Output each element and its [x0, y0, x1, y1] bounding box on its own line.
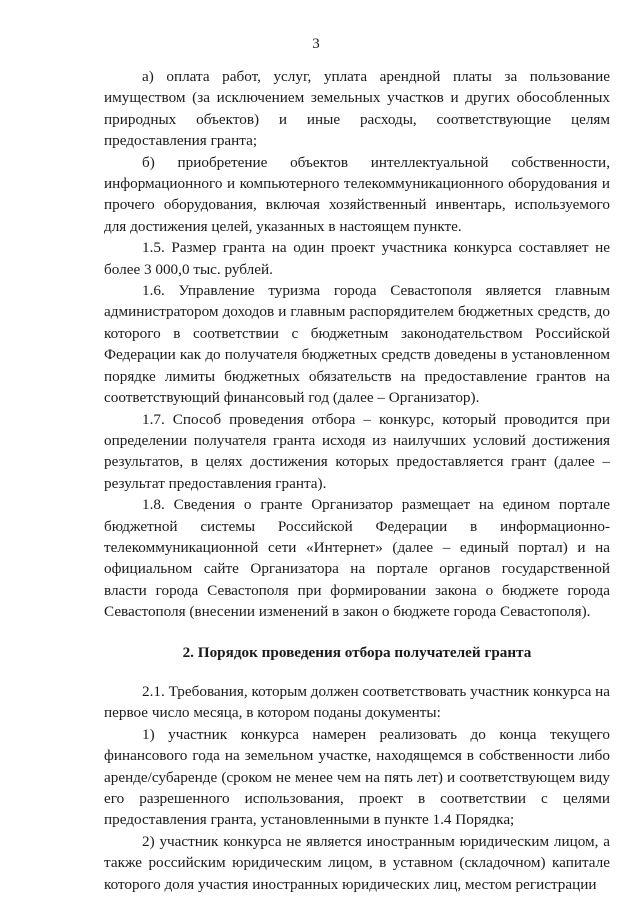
paragraph-2-1-2: 2) участник конкурса не является иностранным юридическим лицом, а также российским юридическим лицом, в уставном (складочном) капитале которого доля участия иностранных юридических лиц, местом регистрации [104, 832, 610, 893]
paragraph-1-8: 1.8. Сведения о гранте Организатор размещает на едином портале бюджетной системы Российской Федерации в информационно-телекоммуникационной сети «Интернет» (далее – единый портал) и на официальном сайте Организатора на портале органов государственной власти города Севастополя при формировании закона о бюджете города Севастополя (внесении изменений в закон о бюджете города Севастополя). [104, 496, 610, 621]
paragraph-2-1-1: 1) участник конкурса намерен реализовать до конца текущего финансового года на земельном участке, находящемся в собственности либо аренде/субаренде (сроком не менее чем на пять лет) и соответствующем виду его разрешенного использования, проект в соответствии с целями предоставления гранта, установленными в пункте 1.4 Порядка; [104, 725, 610, 829]
paragraph-b: б) приобретение объектов интеллектуальной собственности, информационного и компьютерного телекоммуникационного оборудования и прочего оборудования, включая хозяйственный инвентарь, используемого для достижения целей, указанных в настоящем пункте. [104, 153, 610, 235]
section-heading: 2. Порядок проведения отбора получателей гранта [182, 643, 532, 661]
paragraph-a: а) оплата работ, услуг, уплата арендной платы за пользование имуществом (за исключением земельных участков и других обособленных природных объектов) и иные расходы, соответствующие целям предоставления гранта; [104, 68, 610, 150]
paragraph-1-5: 1.5. Размер гранта на один проект участника конкурса составляет не более 3 000,0 тыс. рублей. [104, 239, 610, 278]
document-body [104, 66, 610, 895]
paragraph-2-1: 2.1. Требования, которым должен соответствовать участник конкурса на первое число месяца, в котором поданы документы: [104, 682, 610, 722]
page-number: 3 [312, 36, 320, 52]
paragraph-1-7: 1.7. Способ проведения отбора – конкурс, который проводится при определении получателя гранта исходя из наилучших условий достижения результатов, в целях достижения которых предоставляется грант (далее – результат предоставления гранта). [104, 410, 610, 492]
paragraph-1-6: 1.6. Управление туризма города Севастополя является главным администратором доходов и главным распорядителем бюджетных средств, до которого в соответствии с бюджетным законодательством Российской Федерации как до получателя бюджетных средств доведены в установленном порядке лимиты бюджетных обязательств на предоставление грантов на соответствующий финансовый год (далее – Организатор). [104, 282, 610, 407]
